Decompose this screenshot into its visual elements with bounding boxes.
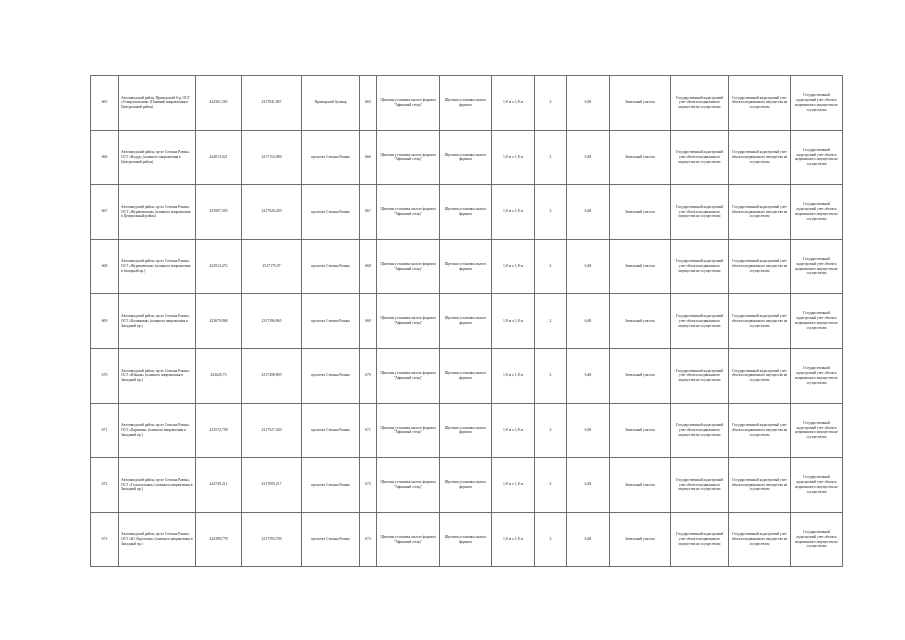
cell-size: 1,8 м х 1,8 м <box>492 130 535 185</box>
cell-sides: 2 <box>535 403 567 458</box>
cell-coord-y: 2317152,086 <box>242 130 302 185</box>
cell-construction-type: Щитовая установка малого формата <box>440 185 492 240</box>
cell-place-number: 665 <box>360 76 377 131</box>
cell-coord-y: 2317841,867 <box>242 76 302 131</box>
cell-street: проспект Степана Разина <box>302 185 360 240</box>
document-page <box>90 75 842 567</box>
cell-address: Автозаводский район, Приморский б-р, ОСТ «Ставропольская» (Плавный направления в Центральный район) <box>119 76 196 131</box>
cell-coord-x: 423679,868 <box>196 294 242 349</box>
cell-construction-type: Щитовая установка малого формата <box>440 458 492 513</box>
cell-street: проспект Степана Разина <box>302 512 360 567</box>
cell-row-number: 668 <box>91 239 119 294</box>
cell-object-type: Щитовая установка малого формата "Афишный стенд" <box>377 185 440 240</box>
table-row <box>91 239 843 294</box>
cell-object-type: Щитовая установка малого формата "Афишный стенд" <box>377 512 440 567</box>
cell-coord-x: 424013,021 <box>196 130 242 185</box>
cell-sides: 2 <box>535 458 567 513</box>
cell-place-number: 673 <box>360 512 377 567</box>
cell-cadastral-status-a: Государственный кадастровый учет объекта недвижимого имущества не осуществлен <box>671 185 729 240</box>
cell-street: проспект Степана Разина <box>302 403 360 458</box>
register-body <box>91 76 843 567</box>
cell-coord-x: 424361,565 <box>196 76 242 131</box>
cell-place-number: 670 <box>360 348 377 403</box>
cell-place-number: 666 <box>360 130 377 185</box>
cell-land-type: Земельный участок <box>610 403 671 458</box>
cell-construction-type: Щитовая установка малого формата <box>440 403 492 458</box>
cell-coord-y: 2317296,865 <box>242 294 302 349</box>
table-row <box>91 512 843 567</box>
table-row <box>91 403 843 458</box>
cell-construction-type: Щитовая установка малого формата <box>440 130 492 185</box>
cell-area: 6,48 <box>567 185 610 240</box>
cell-coord-x: 423913,472 <box>196 239 242 294</box>
cell-object-type: Щитовая установка малого формата "Афишный стенд" <box>377 76 440 131</box>
cell-object-type: Щитовая установка малого формата "Афишный стенд" <box>377 130 440 185</box>
register-table <box>90 75 843 567</box>
cell-area: 6,48 <box>567 348 610 403</box>
cell-cadastral-status-b: Государственный кадастровый учет объекта недвижимого имущества не осуществлен <box>729 458 791 513</box>
cell-object-type: Щитовая установка малого формата "Афишный стенд" <box>377 239 440 294</box>
cell-address: Автозаводский район, пр-кт Степана Разина, ОСТ «Водуд» (плавного направления в Центральный район) <box>119 130 196 185</box>
table-row <box>91 130 843 185</box>
cell-cadastral-status-a: Государственный кадастровый учет объекта недвижимого имущества не осуществлен <box>671 458 729 513</box>
cell-size: 1,8 м х 1,8 м <box>492 294 535 349</box>
cell-cadastral-status-c: Государственный кадастровый учет объекта недвижимого имущества не осуществлен <box>791 185 843 240</box>
cell-sides: 2 <box>535 294 567 349</box>
cell-land-type: Земельный участок <box>610 458 671 513</box>
cell-cadastral-status-b: Государственный кадастровый учет объекта недвижимого имущества не осуществлен <box>729 185 791 240</box>
cell-construction-type: Щитовая установка малого формата <box>440 239 492 294</box>
cell-street: проспект Степана Разина <box>302 348 360 403</box>
cell-street: Приморский бульвар <box>302 76 360 131</box>
cell-size: 1,8 м х 1,8 м <box>492 512 535 567</box>
cell-cadastral-status-c: Государственный кадастровый учет объекта недвижимого имущества не осуществлен <box>791 512 843 567</box>
cell-cadastral-status-a: Государственный кадастровый учет объекта недвижимого имущества не осуществлен <box>671 76 729 131</box>
cell-row-number: 673 <box>91 512 119 567</box>
cell-cadastral-status-b: Государственный кадастровый учет объекта недвижимого имущества не осуществлен <box>729 294 791 349</box>
cell-coord-y: 2317498,895 <box>242 348 302 403</box>
cell-object-type: Щитовая установка малого формата "Афишный стенд" <box>377 403 440 458</box>
cell-coord-y: 2317026,459 <box>242 185 302 240</box>
cell-cadastral-status-b: Государственный кадастровый учет объекта недвижимого имущества не осуществлен <box>729 130 791 185</box>
cell-object-type: Щитовая установка малого формата "Афишный стенд" <box>377 348 440 403</box>
cell-coord-x: 424749,211 <box>196 458 242 513</box>
cell-sides: 2 <box>535 185 567 240</box>
cell-cadastral-status-a: Государственный кадастровый учет объекта недвижимого имущества не осуществлен <box>671 130 729 185</box>
cell-cadastral-status-a: Государственный кадастровый учет объекта недвижимого имущества не осуществлен <box>671 348 729 403</box>
cell-row-number: 665 <box>91 76 119 131</box>
cell-area: 6,48 <box>567 294 610 349</box>
cell-size: 1,8 м х 1,8 м <box>492 76 535 131</box>
cell-size: 1,8 м х 1,8 м <box>492 458 535 513</box>
cell-cadastral-status-b: Государственный кадастровый учет объекта недвижимого имущества не осуществлен <box>729 76 791 131</box>
cell-cadastral-status-c: Государственный кадастровый учет объекта недвижимого имущества не осуществлен <box>791 403 843 458</box>
cell-land-type: Земельный участок <box>610 512 671 567</box>
cell-place-number: 667 <box>360 185 377 240</box>
cell-address: Автозаводский район, пр-кт Степана Разина, ОСТ «Журавлевская» (плавного направления в Центральный район) <box>119 185 196 240</box>
cell-coord-x: 423907,505 <box>196 185 242 240</box>
cell-construction-type: Щитовая установка малого формата <box>440 348 492 403</box>
cell-row-number: 667 <box>91 185 119 240</box>
cell-coord-x: 423620,75 <box>196 348 242 403</box>
cell-street: проспект Степана Разина <box>302 458 360 513</box>
cell-address: Автозаводский район, пр-кт Степана Разина, ОСТ «Калиновая» (плавного направления в Западный пр.) <box>119 294 196 349</box>
cell-place-number: 668 <box>360 239 377 294</box>
cell-sides: 2 <box>535 76 567 131</box>
table-row <box>91 294 843 349</box>
table-row <box>91 185 843 240</box>
cell-cadastral-status-b: Государственный кадастровый учет объекта недвижимого имущества не осуществлен <box>729 239 791 294</box>
cell-sides: 2 <box>535 348 567 403</box>
cell-cadastral-status-c: Государственный кадастровый учет объекта недвижимого имущества не осуществлен <box>791 294 843 349</box>
cell-cadastral-status-c: Государственный кадастровый учет объекта недвижимого имущества не осуществлен <box>791 239 843 294</box>
cell-row-number: 666 <box>91 130 119 185</box>
cell-size: 1,8 м х 1,8 м <box>492 348 535 403</box>
cell-construction-type: Щитовая установка малого формата <box>440 294 492 349</box>
cell-area: 6,48 <box>567 239 610 294</box>
cell-address: Автозаводский район, пр-кт Степана Разина, ОСТ «Госпитальная» (плавного направления в Западный пр.) <box>119 458 196 513</box>
table-row <box>91 348 843 403</box>
cell-place-number: 672 <box>360 458 377 513</box>
cell-area: 6,48 <box>567 76 610 131</box>
cell-cadastral-status-b: Государственный кадастровый учет объекта недвижимого имущества не осуществлен <box>729 512 791 567</box>
cell-row-number: 670 <box>91 348 119 403</box>
cell-area: 6,48 <box>567 130 610 185</box>
cell-area: 6,48 <box>567 512 610 567</box>
cell-place-number: 671 <box>360 403 377 458</box>
cell-cadastral-status-c: Государственный кадастровый учет объекта недвижимого имущества не осуществлен <box>791 458 843 513</box>
cell-sides: 2 <box>535 239 567 294</box>
cell-place-number: 669 <box>360 294 377 349</box>
cell-street: проспект Степана Разина <box>302 130 360 185</box>
cell-street: проспект Степана Разина <box>302 239 360 294</box>
cell-cadastral-status-b: Государственный кадастровый учет объекта недвижимого имущества не осуществлен <box>729 348 791 403</box>
cell-coord-y: 2317695,217 <box>242 458 302 513</box>
cell-street: проспект Степана Разина <box>302 294 360 349</box>
cell-cadastral-status-a: Государственный кадастровый учет объекта недвижимого имущества не осуществлен <box>671 512 729 567</box>
cell-cadastral-status-b: Государственный кадастровый учет объекта недвижимого имущества не осуществлен <box>729 403 791 458</box>
cell-land-type: Земельный участок <box>610 294 671 349</box>
cell-land-type: Земельный участок <box>610 185 671 240</box>
cell-size: 1,8 м х 1,8 м <box>492 239 535 294</box>
cell-sides: 2 <box>535 512 567 567</box>
cell-object-type: Щитовая установка малого формата "Афишный стенд" <box>377 294 440 349</box>
cell-land-type: Земельный участок <box>610 76 671 131</box>
cell-row-number: 669 <box>91 294 119 349</box>
cell-size: 1,8 м х 1,8 м <box>492 185 535 240</box>
table-row <box>91 76 843 131</box>
cell-cadastral-status-a: Государственный кадастровый учет объекта недвижимого имущества не осуществлен <box>671 403 729 458</box>
cell-cadastral-status-c: Государственный кадастровый учет объекта недвижимого имущества не осуществлен <box>791 76 843 131</box>
table-row <box>91 458 843 513</box>
cell-coord-y: 2317175,07 <box>242 239 302 294</box>
cell-object-type: Щитовая установка малого формата "Афишный стенд" <box>377 458 440 513</box>
cell-construction-type: Щитовая установка малого формата <box>440 512 492 567</box>
cell-address: Автозаводский район, пр-кт Степана Разина, ОСТ «Южная» (плавного направления в Западный пр.) <box>119 348 196 403</box>
cell-area: 6,48 <box>567 403 610 458</box>
cell-land-type: Земельный участок <box>610 239 671 294</box>
cell-row-number: 671 <box>91 403 119 458</box>
cell-address: Автозаводский район, пр-кт Степана Разина, ОСТ «Журавлевская» (плавного направления в Западный пр.) <box>119 239 196 294</box>
cell-coord-x: 423572,758 <box>196 403 242 458</box>
cell-cadastral-status-c: Государственный кадастровый учет объекта недвижимого имущества не осуществлен <box>791 348 843 403</box>
cell-coord-y: 2317593,706 <box>242 512 302 567</box>
cell-sides: 2 <box>535 130 567 185</box>
cell-coord-y: 2317527,349 <box>242 403 302 458</box>
cell-size: 1,8 м х 1,8 м <box>492 403 535 458</box>
cell-land-type: Земельный участок <box>610 348 671 403</box>
cell-address: Автозаводский район, пр-кт Степана Разина, ОСТ «Ю. Курчатова» (плавного направления в Западный пр.) <box>119 512 196 567</box>
cell-cadastral-status-c: Государственный кадастровый учет объекта недвижимого имущества не осуществлен <box>791 130 843 185</box>
cell-coord-x: 424398,778 <box>196 512 242 567</box>
cell-cadastral-status-a: Государственный кадастровый учет объекта недвижимого имущества не осуществлен <box>671 294 729 349</box>
cell-address: Автозаводский район, пр-кт Степана Разина, ОСТ «Парковая» (плавного направления в Западный пр.) <box>119 403 196 458</box>
cell-area: 6,48 <box>567 458 610 513</box>
cell-row-number: 672 <box>91 458 119 513</box>
cell-construction-type: Щитовая установка малого формата <box>440 76 492 131</box>
cell-land-type: Земельный участок <box>610 130 671 185</box>
cell-cadastral-status-a: Государственный кадастровый учет объекта недвижимого имущества не осуществлен <box>671 239 729 294</box>
